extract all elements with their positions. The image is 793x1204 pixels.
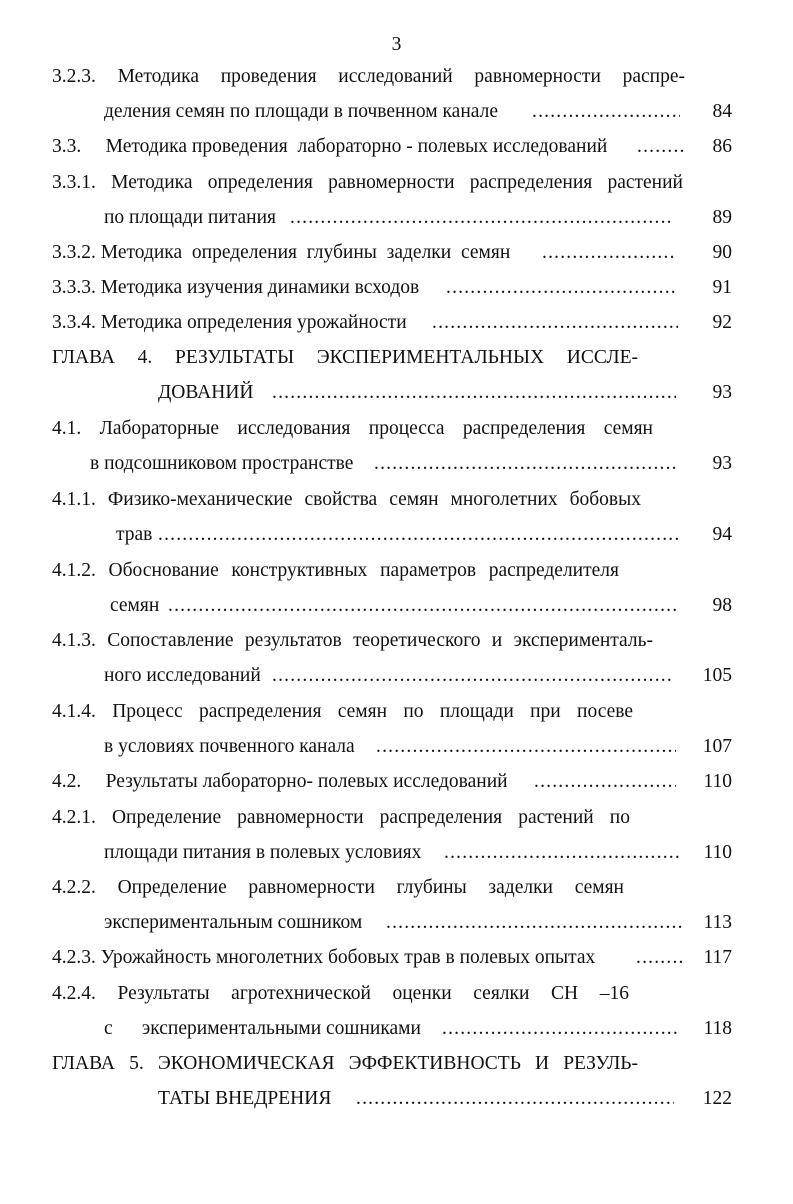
- leader-dots: [272, 661, 674, 691]
- page-ref: 113: [703, 912, 732, 933]
- leader-dots: [532, 97, 680, 127]
- toc-entry-3-2-3-line2: [0, 97, 793, 127]
- toc-entry-4-1-2-line2: [0, 591, 793, 621]
- toc-entry-4-1-2-line1: [0, 556, 793, 586]
- toc-entry-4-2-1-line1: [0, 803, 793, 833]
- leader-dots: [290, 203, 672, 233]
- leader-dots: [432, 308, 678, 338]
- toc-entry-4-1-line1: [0, 414, 793, 444]
- toc-entry-4-2-4-line2: [0, 1014, 793, 1044]
- page-ref: 90: [712, 242, 732, 263]
- toc-entry-4-2-2-line2: [0, 908, 793, 938]
- entry-text: 3.3. Методика проведения лабораторно - полевых исследований: [52, 136, 608, 157]
- leader-dots: [168, 591, 678, 621]
- entry-text: экспериментальным сошником: [104, 912, 363, 933]
- toc-entry-4-1-1-line1: [0, 485, 793, 515]
- toc-entry-4-1-3-line2: [0, 661, 793, 691]
- leader-dots: [386, 908, 682, 938]
- entry-text: по площади питания: [104, 207, 277, 228]
- leader-dots: [637, 132, 683, 162]
- chapter-5-heading-line1: [0, 1049, 793, 1079]
- leader-dots: [636, 943, 684, 973]
- leader-dots: [158, 520, 678, 550]
- chapter-4-heading-line1: [0, 343, 793, 373]
- leader-dots: [442, 1014, 678, 1044]
- entry-text: 3.3.4. Методика определения урожайности: [52, 312, 407, 333]
- entry-text: ного исследований: [104, 665, 261, 686]
- entry-text: ГЛАВА 5. ЭКОНОМИЧЕСКАЯ ЭФФЕКТИВНОСТЬ И РЕЗУЛЬ-: [52, 1053, 638, 1074]
- page-ref: 110: [703, 771, 732, 792]
- entry-text: ГЛАВА 4. РЕЗУЛЬТАТЫ ЭКСПЕРИМЕНТАЛЬНЫХ ИССЛЕ-: [52, 347, 638, 368]
- entry-text: 3.3.3. Методика изучения динамики всходов: [52, 277, 420, 298]
- page-ref: 92: [712, 312, 732, 333]
- toc-entry-4-1-1-line2: [0, 520, 793, 550]
- entry-text: семян: [110, 595, 160, 616]
- page-ref: 105: [702, 665, 732, 686]
- toc-entry-3-3-3: [0, 273, 793, 303]
- page-ref: 98: [712, 595, 732, 616]
- toc-entry-4-1-line2: [0, 449, 793, 479]
- page-ref: 118: [703, 1018, 732, 1039]
- entry-text: ДОВАНИЙ: [158, 382, 254, 403]
- toc-entry-4-2-1-line2: [0, 838, 793, 868]
- entry-text: 4.1.2. Обоснование конструктивных параметров распределителя: [52, 560, 619, 581]
- toc-entry-4-2: [0, 767, 793, 797]
- entry-text: 4.1.3. Сопоставление результатов теоретического и эксперименталь-: [52, 630, 653, 651]
- entry-text: 4.2.2. Определение равномерности глубины заделки семян: [52, 877, 624, 898]
- chapter-4-heading-line2: [0, 378, 793, 408]
- page-ref: 94: [712, 524, 732, 545]
- chapter-5-heading-line2: [0, 1084, 793, 1114]
- page-number: 3: [391, 34, 402, 55]
- toc-entry-3-3-4: [0, 308, 793, 338]
- page-ref: 110: [703, 842, 732, 863]
- leader-dots: [444, 838, 682, 868]
- entry-text: 4.1.4. Процесс распределения семян по площади при посеве: [52, 701, 633, 722]
- entry-text: деления семян по площади в почвенном канале: [104, 101, 498, 122]
- page-ref: 91: [712, 277, 732, 298]
- entry-text: 4.2.1. Определение равномерности распределения растений по: [52, 807, 630, 828]
- toc-entry-4-1-4-line2: [0, 732, 793, 762]
- leader-dots: [542, 238, 674, 268]
- entry-text: 4.1. Лабораторные исследования процесса распределения семян: [52, 418, 653, 439]
- leader-dots: [374, 449, 676, 479]
- page-ref: 93: [712, 382, 732, 403]
- page-ref: 117: [703, 947, 732, 968]
- entry-text: 4.2. Результаты лабораторно- полевых исследований: [52, 771, 508, 792]
- entry-text: в подсошниковом пространстве: [90, 453, 354, 474]
- toc-entry-3-3-1-line1: [0, 168, 793, 198]
- page-ref: 84: [712, 101, 732, 122]
- entry-text: 3.3.1. Методика определения равномерности распределения растений: [52, 172, 683, 193]
- page-ref: 107: [702, 736, 732, 757]
- toc-entry-4-2-3: [0, 943, 793, 973]
- page-ref: 93: [712, 453, 732, 474]
- leader-dots: [376, 732, 676, 762]
- toc-entry-3-2-3-line1: [0, 62, 793, 92]
- page-ref: 122: [702, 1088, 732, 1109]
- toc-entry-3-3-1-line2: [0, 203, 793, 233]
- entry-text: трав: [116, 524, 153, 545]
- toc-entry-4-2-2-line1: [0, 873, 793, 903]
- entry-text: в условиях почвенного канала: [104, 736, 355, 757]
- page-ref: 86: [712, 136, 732, 157]
- page-ref: 89: [712, 207, 732, 228]
- toc-entry-4-1-4-line1: [0, 697, 793, 727]
- toc-entry-4-2-4-line1: [0, 979, 793, 1009]
- toc-entry-3-3-2: [0, 238, 793, 268]
- entry-text: с экспериментальными сошниками: [104, 1018, 421, 1039]
- leader-dots: [534, 767, 676, 797]
- entry-text: 4.1.1. Физико-механические свойства семян многолетних бобовых: [52, 489, 641, 510]
- toc-entry-4-1-3-line1: [0, 626, 793, 656]
- entry-text: 3.2.3. Методика проведения исследований равномерности распре-: [52, 66, 685, 87]
- leader-dots: [446, 273, 676, 303]
- entry-text: ТАТЫ ВНЕДРЕНИЯ: [158, 1088, 332, 1109]
- toc-entry-3-3: [0, 132, 793, 162]
- leader-dots: [356, 1084, 674, 1114]
- leader-dots: [272, 378, 676, 408]
- entry-text: 4.2.4. Результаты агротехнической оценки сеялки СН –16: [52, 983, 629, 1004]
- entry-text: площади питания в полевых условиях: [104, 842, 422, 863]
- entry-text: 4.2.3. Урожайность многолетних бобовых трав в полевых опытах: [52, 947, 596, 968]
- entry-text: 3.3.2. Методика определения глубины заделки семян: [52, 242, 511, 263]
